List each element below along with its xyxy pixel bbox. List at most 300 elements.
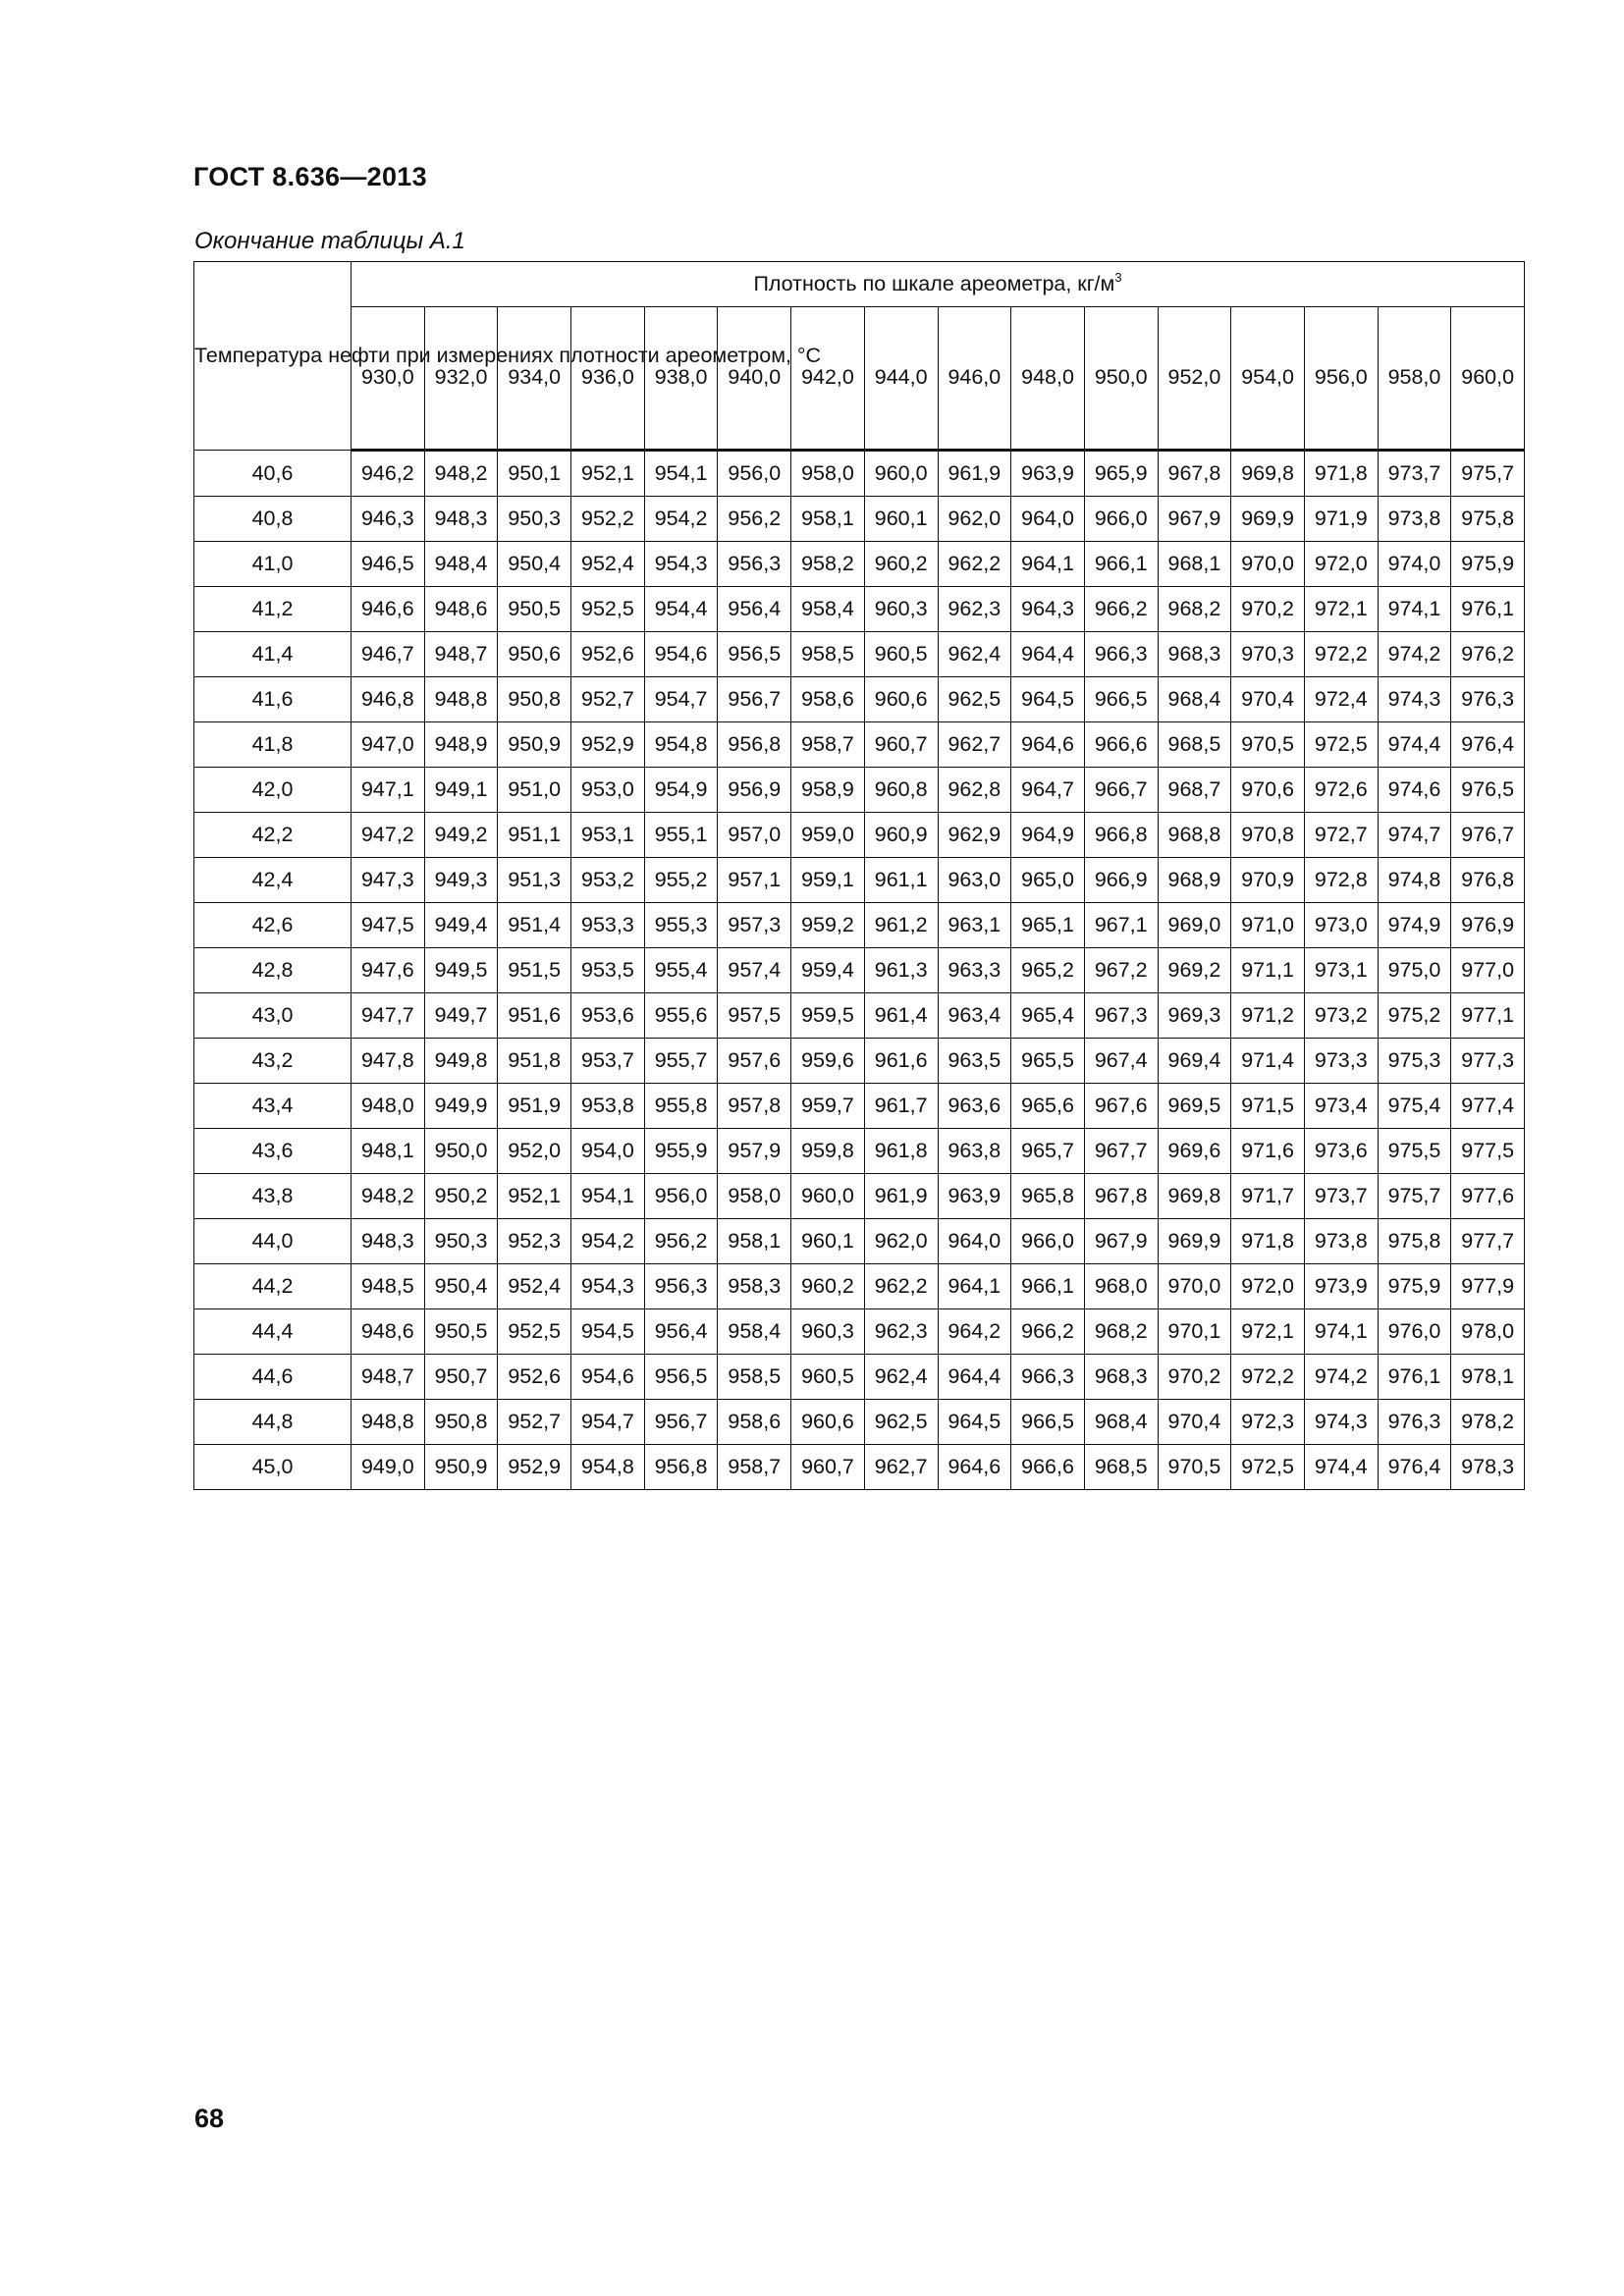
density-value-cell: 969,5	[1158, 1084, 1231, 1129]
density-value-cell: 971,2	[1231, 993, 1305, 1039]
density-value-cell: 946,5	[352, 542, 425, 587]
density-value-cell: 960,7	[864, 722, 938, 768]
density-value-cell: 967,7	[1084, 1129, 1158, 1174]
density-value-cell: 969,2	[1158, 948, 1231, 993]
density-value-cell: 964,6	[938, 1445, 1011, 1490]
density-value-cell: 968,5	[1084, 1445, 1158, 1490]
density-value-cell: 950,8	[424, 1400, 498, 1445]
density-value-cell: 961,3	[864, 948, 938, 993]
density-value-cell: 956,0	[718, 451, 791, 497]
density-value-cell: 958,1	[718, 1219, 791, 1264]
density-value-cell: 962,3	[864, 1309, 938, 1355]
density-value-cell: 964,3	[1011, 587, 1085, 632]
density-column-header: 942,0	[791, 306, 865, 450]
density-value-cell: 946,7	[352, 632, 425, 677]
density-group-header	[352, 262, 1525, 307]
density-value-cell: 952,4	[498, 1264, 571, 1309]
density-value-cell: 964,0	[1011, 497, 1085, 542]
density-value-cell: 950,2	[424, 1174, 498, 1219]
density-value-cell: 953,6	[571, 993, 645, 1039]
density-value-cell: 973,7	[1378, 451, 1451, 497]
density-value-cell: 963,1	[938, 903, 1011, 948]
density-value-cell: 964,1	[1011, 542, 1085, 587]
temperature-cell: 44,6	[194, 1355, 352, 1400]
density-value-cell: 969,8	[1231, 451, 1305, 497]
density-column-header: 956,0	[1304, 306, 1378, 450]
table-row	[194, 768, 1525, 813]
temperature-cell: 40,8	[194, 497, 352, 542]
density-value-cell: 973,2	[1304, 993, 1378, 1039]
density-value-cell: 950,3	[424, 1219, 498, 1264]
density-value-cell: 975,8	[1378, 1219, 1451, 1264]
density-value-cell: 954,4	[644, 587, 718, 632]
density-value-cell: 968,2	[1084, 1309, 1158, 1355]
density-value-cell: 971,8	[1304, 451, 1378, 497]
table-row	[194, 1309, 1525, 1355]
density-column-header: 954,0	[1231, 306, 1305, 450]
density-value-cell: 967,6	[1084, 1084, 1158, 1129]
density-value-cell: 952,7	[498, 1400, 571, 1445]
density-value-cell: 975,9	[1378, 1264, 1451, 1309]
density-value-cell: 970,3	[1231, 632, 1305, 677]
density-value-cell: 973,3	[1304, 1039, 1378, 1084]
density-value-cell: 964,5	[938, 1400, 1011, 1445]
density-value-cell: 963,4	[938, 993, 1011, 1039]
density-value-cell: 972,1	[1231, 1309, 1305, 1355]
density-value-cell: 957,4	[718, 948, 791, 993]
document-title: ГОСТ 8.636—2013	[193, 162, 427, 191]
table-row	[194, 1445, 1525, 1490]
density-value-cell: 961,2	[864, 903, 938, 948]
density-value-cell: 949,2	[424, 813, 498, 858]
density-value-cell: 976,1	[1451, 587, 1525, 632]
density-value-cell: 972,6	[1304, 768, 1378, 813]
density-value-cell: 961,8	[864, 1129, 938, 1174]
density-column-header: 936,0	[571, 306, 645, 450]
density-value-cell: 948,2	[352, 1174, 425, 1219]
density-value-cell: 954,2	[644, 497, 718, 542]
density-value-cell: 977,5	[1451, 1129, 1525, 1174]
density-value-cell: 970,2	[1231, 587, 1305, 632]
density-value-cell: 973,4	[1304, 1084, 1378, 1129]
density-value-cell: 976,2	[1451, 632, 1525, 677]
density-value-cell: 965,1	[1011, 903, 1085, 948]
density-value-cell: 957,1	[718, 858, 791, 903]
density-value-cell: 951,8	[498, 1039, 571, 1084]
density-value-cell: 975,4	[1378, 1084, 1451, 1129]
density-value-cell: 972,0	[1231, 1264, 1305, 1309]
density-value-cell: 950,1	[498, 451, 571, 497]
density-value-cell: 975,8	[1451, 497, 1525, 542]
density-value-cell: 966,6	[1011, 1445, 1085, 1490]
density-value-cell: 952,9	[498, 1445, 571, 1490]
density-value-cell: 974,4	[1304, 1445, 1378, 1490]
density-value-cell: 949,5	[424, 948, 498, 993]
density-value-cell: 948,4	[424, 542, 498, 587]
density-value-cell: 975,9	[1451, 542, 1525, 587]
density-value-cell: 960,1	[791, 1219, 865, 1264]
temperature-cell: 45,0	[194, 1445, 352, 1490]
density-value-cell: 975,7	[1378, 1174, 1451, 1219]
density-value-cell: 972,0	[1304, 542, 1378, 587]
density-value-cell: 977,1	[1451, 993, 1525, 1039]
density-value-cell: 966,0	[1011, 1219, 1085, 1264]
density-value-cell: 964,4	[938, 1355, 1011, 1400]
density-value-cell: 957,3	[718, 903, 791, 948]
density-value-cell: 975,3	[1378, 1039, 1451, 1084]
density-value-cell: 948,3	[352, 1219, 425, 1264]
density-value-cell: 952,5	[571, 587, 645, 632]
density-column-header: 946,0	[938, 306, 1011, 450]
density-table	[193, 261, 1525, 1490]
density-value-cell: 954,3	[571, 1264, 645, 1309]
density-value-cell: 971,8	[1231, 1219, 1305, 1264]
density-value-cell: 960,0	[791, 1174, 865, 1219]
density-value-cell: 956,5	[718, 632, 791, 677]
density-value-cell: 976,1	[1378, 1355, 1451, 1400]
density-value-cell: 954,7	[644, 677, 718, 722]
density-value-cell: 948,5	[352, 1264, 425, 1309]
density-value-cell: 958,4	[791, 587, 865, 632]
unit-superscript: 3	[1114, 269, 1122, 285]
density-value-cell: 948,8	[424, 677, 498, 722]
density-value-cell: 962,4	[938, 632, 1011, 677]
density-value-cell: 964,1	[938, 1264, 1011, 1309]
density-value-cell: 968,4	[1084, 1400, 1158, 1445]
density-value-cell: 978,0	[1451, 1309, 1525, 1355]
density-value-cell: 975,7	[1451, 451, 1525, 497]
density-value-cell: 973,9	[1304, 1264, 1378, 1309]
temperature-cell: 40,6	[194, 451, 352, 497]
density-value-cell: 963,6	[938, 1084, 1011, 1129]
density-value-cell: 962,0	[864, 1219, 938, 1264]
density-value-cell: 966,8	[1084, 813, 1158, 858]
density-value-cell: 958,1	[791, 497, 865, 542]
density-value-cell: 949,9	[424, 1084, 498, 1129]
density-value-cell: 952,7	[571, 677, 645, 722]
density-value-cell: 953,0	[571, 768, 645, 813]
density-value-cell: 950,0	[424, 1129, 498, 1174]
temperature-cell: 42,6	[194, 903, 352, 948]
density-value-cell: 959,7	[791, 1084, 865, 1129]
density-value-cell: 978,3	[1451, 1445, 1525, 1490]
density-value-cell: 957,6	[718, 1039, 791, 1084]
density-value-cell: 967,1	[1084, 903, 1158, 948]
density-value-cell: 961,1	[864, 858, 938, 903]
density-value-cell: 961,6	[864, 1039, 938, 1084]
table-row	[194, 1219, 1525, 1264]
density-value-cell: 950,4	[424, 1264, 498, 1309]
density-value-cell: 954,0	[571, 1129, 645, 1174]
density-value-cell: 957,8	[718, 1084, 791, 1129]
density-value-cell: 972,2	[1304, 632, 1378, 677]
density-value-cell: 958,5	[791, 632, 865, 677]
density-value-cell: 974,4	[1378, 722, 1451, 768]
density-column-header: 938,0	[644, 306, 718, 450]
density-value-cell: 946,2	[352, 451, 425, 497]
density-value-cell: 956,7	[718, 677, 791, 722]
density-value-cell: 968,7	[1158, 768, 1231, 813]
density-value-cell: 954,8	[644, 722, 718, 768]
density-value-cell: 952,4	[571, 542, 645, 587]
density-value-cell: 968,4	[1158, 677, 1231, 722]
density-value-cell: 964,0	[938, 1219, 1011, 1264]
table-row	[194, 497, 1525, 542]
density-value-cell: 976,8	[1451, 858, 1525, 903]
density-value-cell: 965,2	[1011, 948, 1085, 993]
density-value-cell: 966,2	[1011, 1309, 1085, 1355]
density-value-cell: 963,5	[938, 1039, 1011, 1084]
density-value-cell: 960,8	[864, 768, 938, 813]
table-row	[194, 993, 1525, 1039]
density-value-cell: 948,2	[424, 451, 498, 497]
density-value-cell: 955,3	[644, 903, 718, 948]
density-value-cell: 948,6	[424, 587, 498, 632]
table-row	[194, 1084, 1525, 1129]
density-value-cell: 973,1	[1304, 948, 1378, 993]
density-value-cell: 955,1	[644, 813, 718, 858]
density-value-cell: 963,0	[938, 858, 1011, 903]
density-value-cell: 947,3	[352, 858, 425, 903]
table-row	[194, 1264, 1525, 1309]
temperature-cell: 44,2	[194, 1264, 352, 1309]
density-value-cell: 954,1	[571, 1174, 645, 1219]
density-value-cell: 958,0	[718, 1174, 791, 1219]
density-value-cell: 964,9	[1011, 813, 1085, 858]
density-value-cell: 956,4	[644, 1309, 718, 1355]
density-value-cell: 973,8	[1304, 1219, 1378, 1264]
table-row	[194, 1400, 1525, 1445]
density-value-cell: 952,1	[498, 1174, 571, 1219]
density-value-cell: 965,0	[1011, 858, 1085, 903]
density-value-cell: 946,6	[352, 587, 425, 632]
density-value-cell: 974,1	[1378, 587, 1451, 632]
density-value-cell: 967,8	[1084, 1174, 1158, 1219]
density-value-cell: 961,7	[864, 1084, 938, 1129]
density-value-cell: 958,6	[718, 1400, 791, 1445]
density-column-header: 940,0	[718, 306, 791, 450]
density-value-cell: 957,5	[718, 993, 791, 1039]
density-value-cell: 960,2	[791, 1264, 865, 1309]
temperature-cell: 43,4	[194, 1084, 352, 1129]
temperature-cell: 43,6	[194, 1129, 352, 1174]
table-row	[194, 542, 1525, 587]
density-value-cell: 948,3	[424, 497, 498, 542]
density-value-cell: 955,7	[644, 1039, 718, 1084]
density-value-cell: 960,1	[864, 497, 938, 542]
density-value-cell: 955,4	[644, 948, 718, 993]
density-value-cell: 950,7	[424, 1355, 498, 1400]
table-row	[194, 632, 1525, 677]
density-value-cell: 974,8	[1378, 858, 1451, 903]
density-value-cell: 950,4	[498, 542, 571, 587]
density-value-cell: 963,9	[1011, 451, 1085, 497]
density-value-cell: 956,7	[644, 1400, 718, 1445]
density-value-cell: 949,4	[424, 903, 498, 948]
table-row	[194, 948, 1525, 993]
density-value-cell: 947,6	[352, 948, 425, 993]
density-value-cell: 952,9	[571, 722, 645, 768]
temperature-column-header: Температура нефти при измерениях плотности ареометром, °С	[194, 262, 352, 451]
density-value-cell: 958,7	[791, 722, 865, 768]
density-value-cell: 948,6	[352, 1309, 425, 1355]
table-row	[194, 1129, 1525, 1174]
density-value-cell: 959,4	[791, 948, 865, 993]
density-value-cell: 959,6	[791, 1039, 865, 1084]
density-value-cell: 966,1	[1084, 542, 1158, 587]
density-value-cell: 971,0	[1231, 903, 1305, 948]
density-value-cell: 973,8	[1378, 497, 1451, 542]
density-value-cell: 952,3	[498, 1219, 571, 1264]
density-value-cell: 950,5	[498, 587, 571, 632]
density-value-cell: 976,5	[1451, 768, 1525, 813]
density-value-cell: 970,5	[1158, 1445, 1231, 1490]
density-value-cell: 953,1	[571, 813, 645, 858]
density-value-cell: 957,9	[718, 1129, 791, 1174]
density-value-cell: 950,8	[498, 677, 571, 722]
density-column-header: 960,0	[1451, 306, 1525, 450]
density-value-cell: 964,6	[1011, 722, 1085, 768]
density-value-cell: 978,2	[1451, 1400, 1525, 1445]
density-column-header: 934,0	[498, 306, 571, 450]
table-row	[194, 903, 1525, 948]
density-value-cell: 974,2	[1378, 632, 1451, 677]
density-value-cell: 967,4	[1084, 1039, 1158, 1084]
density-value-cell: 957,0	[718, 813, 791, 858]
density-value-cell: 971,5	[1231, 1084, 1305, 1129]
density-value-cell: 967,9	[1084, 1219, 1158, 1264]
density-value-cell: 970,5	[1231, 722, 1305, 768]
density-value-cell: 973,7	[1304, 1174, 1378, 1219]
density-value-cell: 947,8	[352, 1039, 425, 1084]
density-group-label: Плотность по шкале ареометра, кг/м	[753, 271, 1115, 295]
density-value-cell: 962,2	[938, 542, 1011, 587]
table-row	[194, 451, 1525, 497]
density-value-cell: 969,6	[1158, 1129, 1231, 1174]
density-value-cell: 970,4	[1158, 1400, 1231, 1445]
temperature-cell: 42,8	[194, 948, 352, 993]
density-value-cell: 977,4	[1451, 1084, 1525, 1129]
density-value-cell: 962,4	[864, 1355, 938, 1400]
density-value-cell: 948,7	[352, 1355, 425, 1400]
density-value-cell: 952,6	[571, 632, 645, 677]
density-column-header: 948,0	[1011, 306, 1085, 450]
density-value-cell: 967,8	[1158, 451, 1231, 497]
density-value-cell: 974,3	[1304, 1400, 1378, 1445]
density-value-cell: 966,2	[1084, 587, 1158, 632]
density-value-cell: 954,8	[571, 1445, 645, 1490]
density-value-cell: 964,2	[938, 1309, 1011, 1355]
density-value-cell: 975,5	[1378, 1129, 1451, 1174]
density-value-cell: 954,5	[571, 1309, 645, 1355]
density-value-cell: 976,3	[1451, 677, 1525, 722]
density-value-cell: 965,8	[1011, 1174, 1085, 1219]
density-value-cell: 953,2	[571, 858, 645, 903]
density-value-cell: 960,0	[864, 451, 938, 497]
temperature-cell: 42,2	[194, 813, 352, 858]
temperature-cell: 44,0	[194, 1219, 352, 1264]
table-row	[194, 1174, 1525, 1219]
density-value-cell: 956,8	[644, 1445, 718, 1490]
density-value-cell: 947,2	[352, 813, 425, 858]
density-value-cell: 968,9	[1158, 858, 1231, 903]
density-value-cell: 954,2	[571, 1219, 645, 1264]
density-value-cell: 960,5	[791, 1355, 865, 1400]
temperature-cell: 41,6	[194, 677, 352, 722]
density-value-cell: 947,1	[352, 768, 425, 813]
density-value-cell: 974,9	[1378, 903, 1451, 948]
density-value-cell: 958,7	[718, 1445, 791, 1490]
density-value-cell: 976,7	[1451, 813, 1525, 858]
density-value-cell: 949,3	[424, 858, 498, 903]
density-value-cell: 976,0	[1378, 1309, 1451, 1355]
density-value-cell: 968,0	[1084, 1264, 1158, 1309]
density-value-cell: 953,5	[571, 948, 645, 993]
density-value-cell: 972,1	[1304, 587, 1378, 632]
density-value-cell: 964,4	[1011, 632, 1085, 677]
temperature-cell: 41,2	[194, 587, 352, 632]
temperature-cell: 43,8	[194, 1174, 352, 1219]
table-caption: Окончание таблицы А.1	[194, 228, 465, 254]
density-column-header: 952,0	[1158, 306, 1231, 450]
density-value-cell: 968,3	[1158, 632, 1231, 677]
density-value-cell: 971,9	[1304, 497, 1378, 542]
temperature-cell: 41,4	[194, 632, 352, 677]
density-value-cell: 962,5	[938, 677, 1011, 722]
density-value-cell: 951,1	[498, 813, 571, 858]
density-value-cell: 962,9	[938, 813, 1011, 858]
density-value-cell: 956,0	[644, 1174, 718, 1219]
density-value-cell: 955,6	[644, 993, 718, 1039]
temperature-cell: 44,4	[194, 1309, 352, 1355]
density-value-cell: 958,3	[718, 1264, 791, 1309]
density-value-cell: 970,0	[1231, 542, 1305, 587]
density-value-cell: 966,3	[1084, 632, 1158, 677]
density-value-cell: 962,7	[864, 1445, 938, 1490]
density-value-cell: 952,1	[571, 451, 645, 497]
density-value-cell: 956,3	[644, 1264, 718, 1309]
density-value-cell: 972,5	[1304, 722, 1378, 768]
density-value-cell: 965,5	[1011, 1039, 1085, 1084]
density-value-cell: 976,4	[1451, 722, 1525, 768]
density-value-cell: 969,9	[1231, 497, 1305, 542]
density-value-cell: 965,6	[1011, 1084, 1085, 1129]
density-value-cell: 966,5	[1011, 1400, 1085, 1445]
density-value-cell: 965,4	[1011, 993, 1085, 1039]
density-value-cell: 973,6	[1304, 1129, 1378, 1174]
density-value-cell: 956,5	[644, 1355, 718, 1400]
density-value-cell: 966,3	[1011, 1355, 1085, 1400]
density-value-cell: 968,5	[1158, 722, 1231, 768]
density-value-cell: 948,1	[352, 1129, 425, 1174]
density-value-cell: 958,4	[718, 1309, 791, 1355]
density-value-cell: 971,6	[1231, 1129, 1305, 1174]
density-value-cell: 974,0	[1378, 542, 1451, 587]
density-value-cell: 960,3	[791, 1309, 865, 1355]
density-value-cell: 947,5	[352, 903, 425, 948]
density-value-cell: 960,5	[864, 632, 938, 677]
density-value-cell: 961,4	[864, 993, 938, 1039]
density-value-cell: 958,6	[791, 677, 865, 722]
density-value-cell: 959,5	[791, 993, 865, 1039]
density-value-cell: 954,7	[571, 1400, 645, 1445]
density-value-cell: 971,1	[1231, 948, 1305, 993]
density-value-cell: 958,5	[718, 1355, 791, 1400]
density-value-cell: 948,8	[352, 1400, 425, 1445]
density-value-cell: 969,8	[1158, 1174, 1231, 1219]
density-value-cell: 959,0	[791, 813, 865, 858]
density-value-cell: 962,0	[938, 497, 1011, 542]
